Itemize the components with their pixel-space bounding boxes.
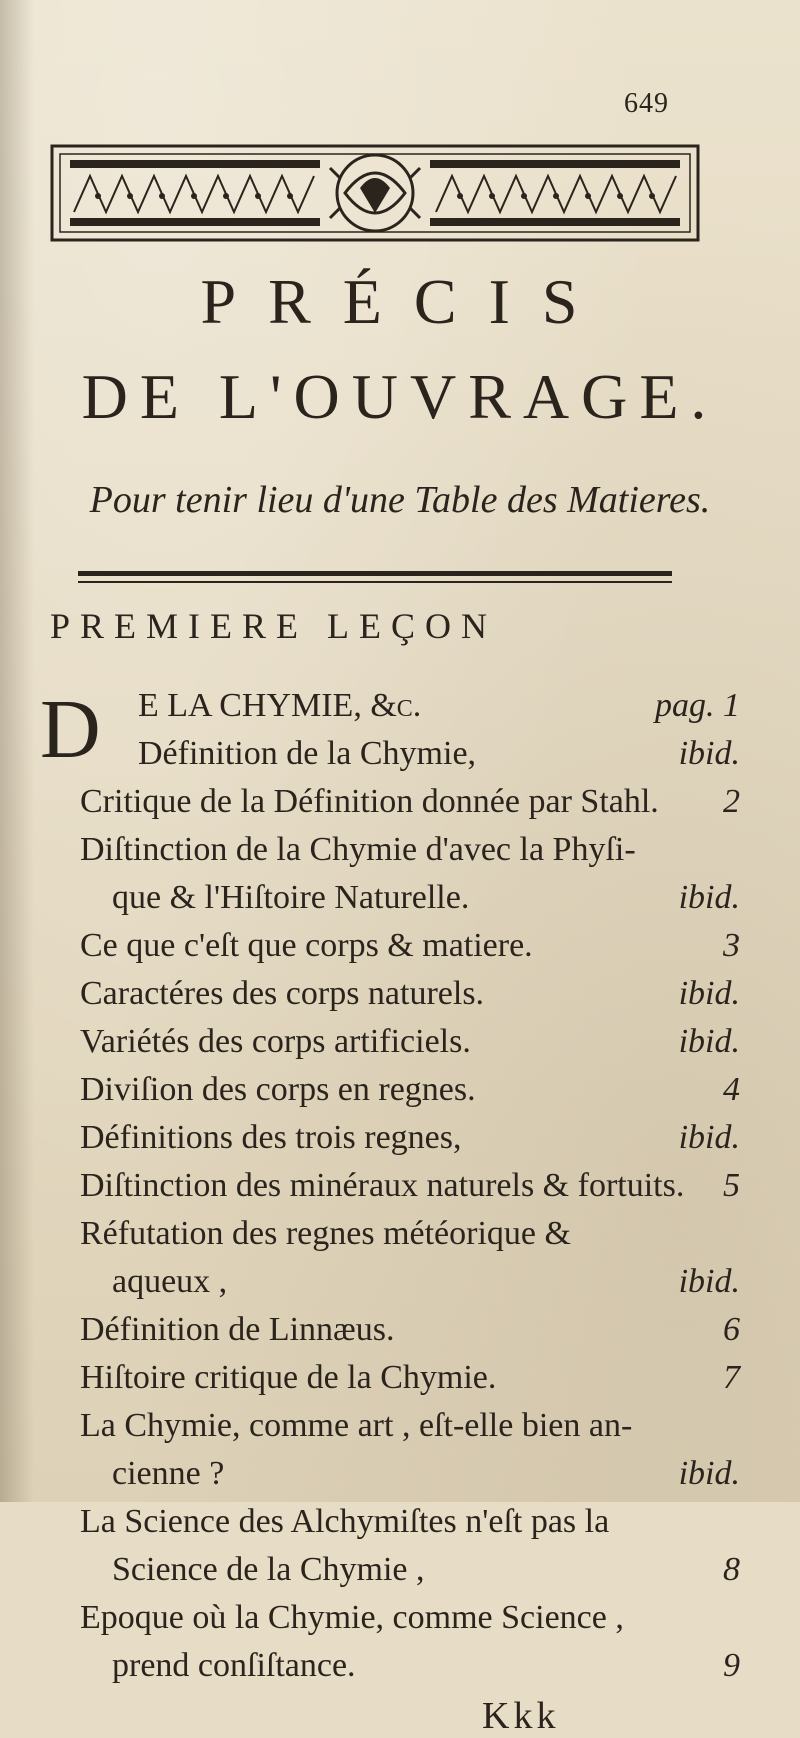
toc-entry-text: Science de la Chymie , [112, 1551, 425, 1588]
drop-cap: D [40, 683, 101, 776]
toc-entry-text: prend conſiſtance. [112, 1647, 356, 1684]
toc-entry-page: 2 [723, 783, 740, 820]
toc-entry-page: ibid. [678, 735, 740, 772]
toc-entry [80, 1354, 740, 1402]
toc-entry [112, 1258, 740, 1306]
toc-entry-page: 4 [723, 1071, 740, 1108]
toc-entry-page: 3 [723, 927, 740, 964]
lecon-heading: PREMIERE LEÇON [50, 606, 498, 646]
toc-entry [138, 730, 740, 778]
toc-entry [112, 1642, 740, 1690]
toc-entry-text: Ce que c'eſt que corps & matiere. [80, 927, 533, 964]
toc-entry [80, 1066, 740, 1114]
toc-entry [112, 874, 740, 922]
toc-entry [80, 778, 740, 826]
toc-entry-text: Définitions des trois regnes, [80, 1119, 462, 1156]
divider-rule [78, 571, 672, 585]
title-precis: PRÉCIS [200, 266, 610, 337]
toc-entry-text: Caractéres des corps naturels. [80, 975, 485, 1012]
toc-entry [80, 1162, 740, 1210]
toc-entry-page: ibid. [678, 1455, 740, 1492]
toc-entry [80, 1306, 740, 1354]
toc-entry-text: La Chymie, comme art , eſt-elle bien an- [80, 1407, 633, 1444]
toc-entry-text: E LA CHYMIE, &c. [138, 687, 422, 724]
toc-entry-text: Diſtinction de la Chymie d'avec la Phyſi- [80, 831, 636, 868]
subtitle: Pour tenir lieu d'une Table des Matieres. [89, 479, 711, 521]
toc-entry [80, 826, 740, 874]
toc-entry-page: 5 [723, 1167, 740, 1204]
toc-entry-page: ibid. [678, 1263, 740, 1300]
toc-entry-text: Hiſtoire critique de la Chymie. [80, 1359, 497, 1396]
toc-entry [80, 1498, 740, 1546]
catchword: Kkk [482, 1695, 560, 1737]
toc-entry-text: Réfutation des regnes météorique & [80, 1215, 571, 1252]
toc-entry-text: Critique de la Définition donnée par Stahl. [80, 783, 659, 820]
toc-entry-text: Diſtinction des minéraux naturels & fortuits. [80, 1167, 685, 1204]
toc-entry [112, 1546, 740, 1594]
toc-entry [80, 922, 740, 970]
toc-entry [80, 1018, 740, 1066]
toc-entry-text: Définition de Linnæus. [80, 1311, 395, 1348]
toc-entry-page: ibid. [678, 1119, 740, 1156]
toc-entry-page: ibid. [678, 975, 740, 1012]
toc-entry-text: que & l'Hiſtoire Naturelle. [112, 879, 470, 916]
toc-entry [80, 1114, 740, 1162]
toc-entry-text: Définition de la Chymie, [138, 735, 477, 772]
toc-entry-text: Variétés des corps artificiels. [80, 1023, 471, 1060]
toc-entry-page: ibid. [678, 879, 740, 916]
toc-entry [80, 1402, 740, 1450]
toc-entry [80, 970, 740, 1018]
toc-entry-text: Diviſion des corps en regnes. [80, 1071, 476, 1108]
toc-entry [80, 1210, 740, 1258]
title-de-l-ouvrage: DE L'OUVRAGE. [81, 361, 719, 432]
toc-entry-text: aqueux , [112, 1263, 228, 1300]
ornamental-headpiece-icon [50, 138, 700, 248]
toc-entry-page: 7 [723, 1359, 740, 1396]
toc-entry-text: La Science des Alchymiſtes n'eſt pas la [80, 1503, 610, 1540]
toc-entry-page: ibid. [678, 1023, 740, 1060]
toc-entry [80, 1594, 740, 1642]
page-number: 649 [624, 88, 669, 119]
toc-entry-page: 8 [723, 1551, 740, 1588]
toc-entry-page: 9 [723, 1647, 740, 1684]
toc-entry-page: 6 [723, 1311, 740, 1348]
toc-entry-text: cienne ? [112, 1455, 225, 1492]
toc-entry [138, 682, 740, 730]
toc-entry-text: Epoque où la Chymie, comme Science , [80, 1599, 624, 1636]
page-gutter-shadow [0, 0, 34, 1502]
toc-entry [112, 1450, 740, 1498]
toc-entry-page: pag. 1 [655, 687, 740, 724]
